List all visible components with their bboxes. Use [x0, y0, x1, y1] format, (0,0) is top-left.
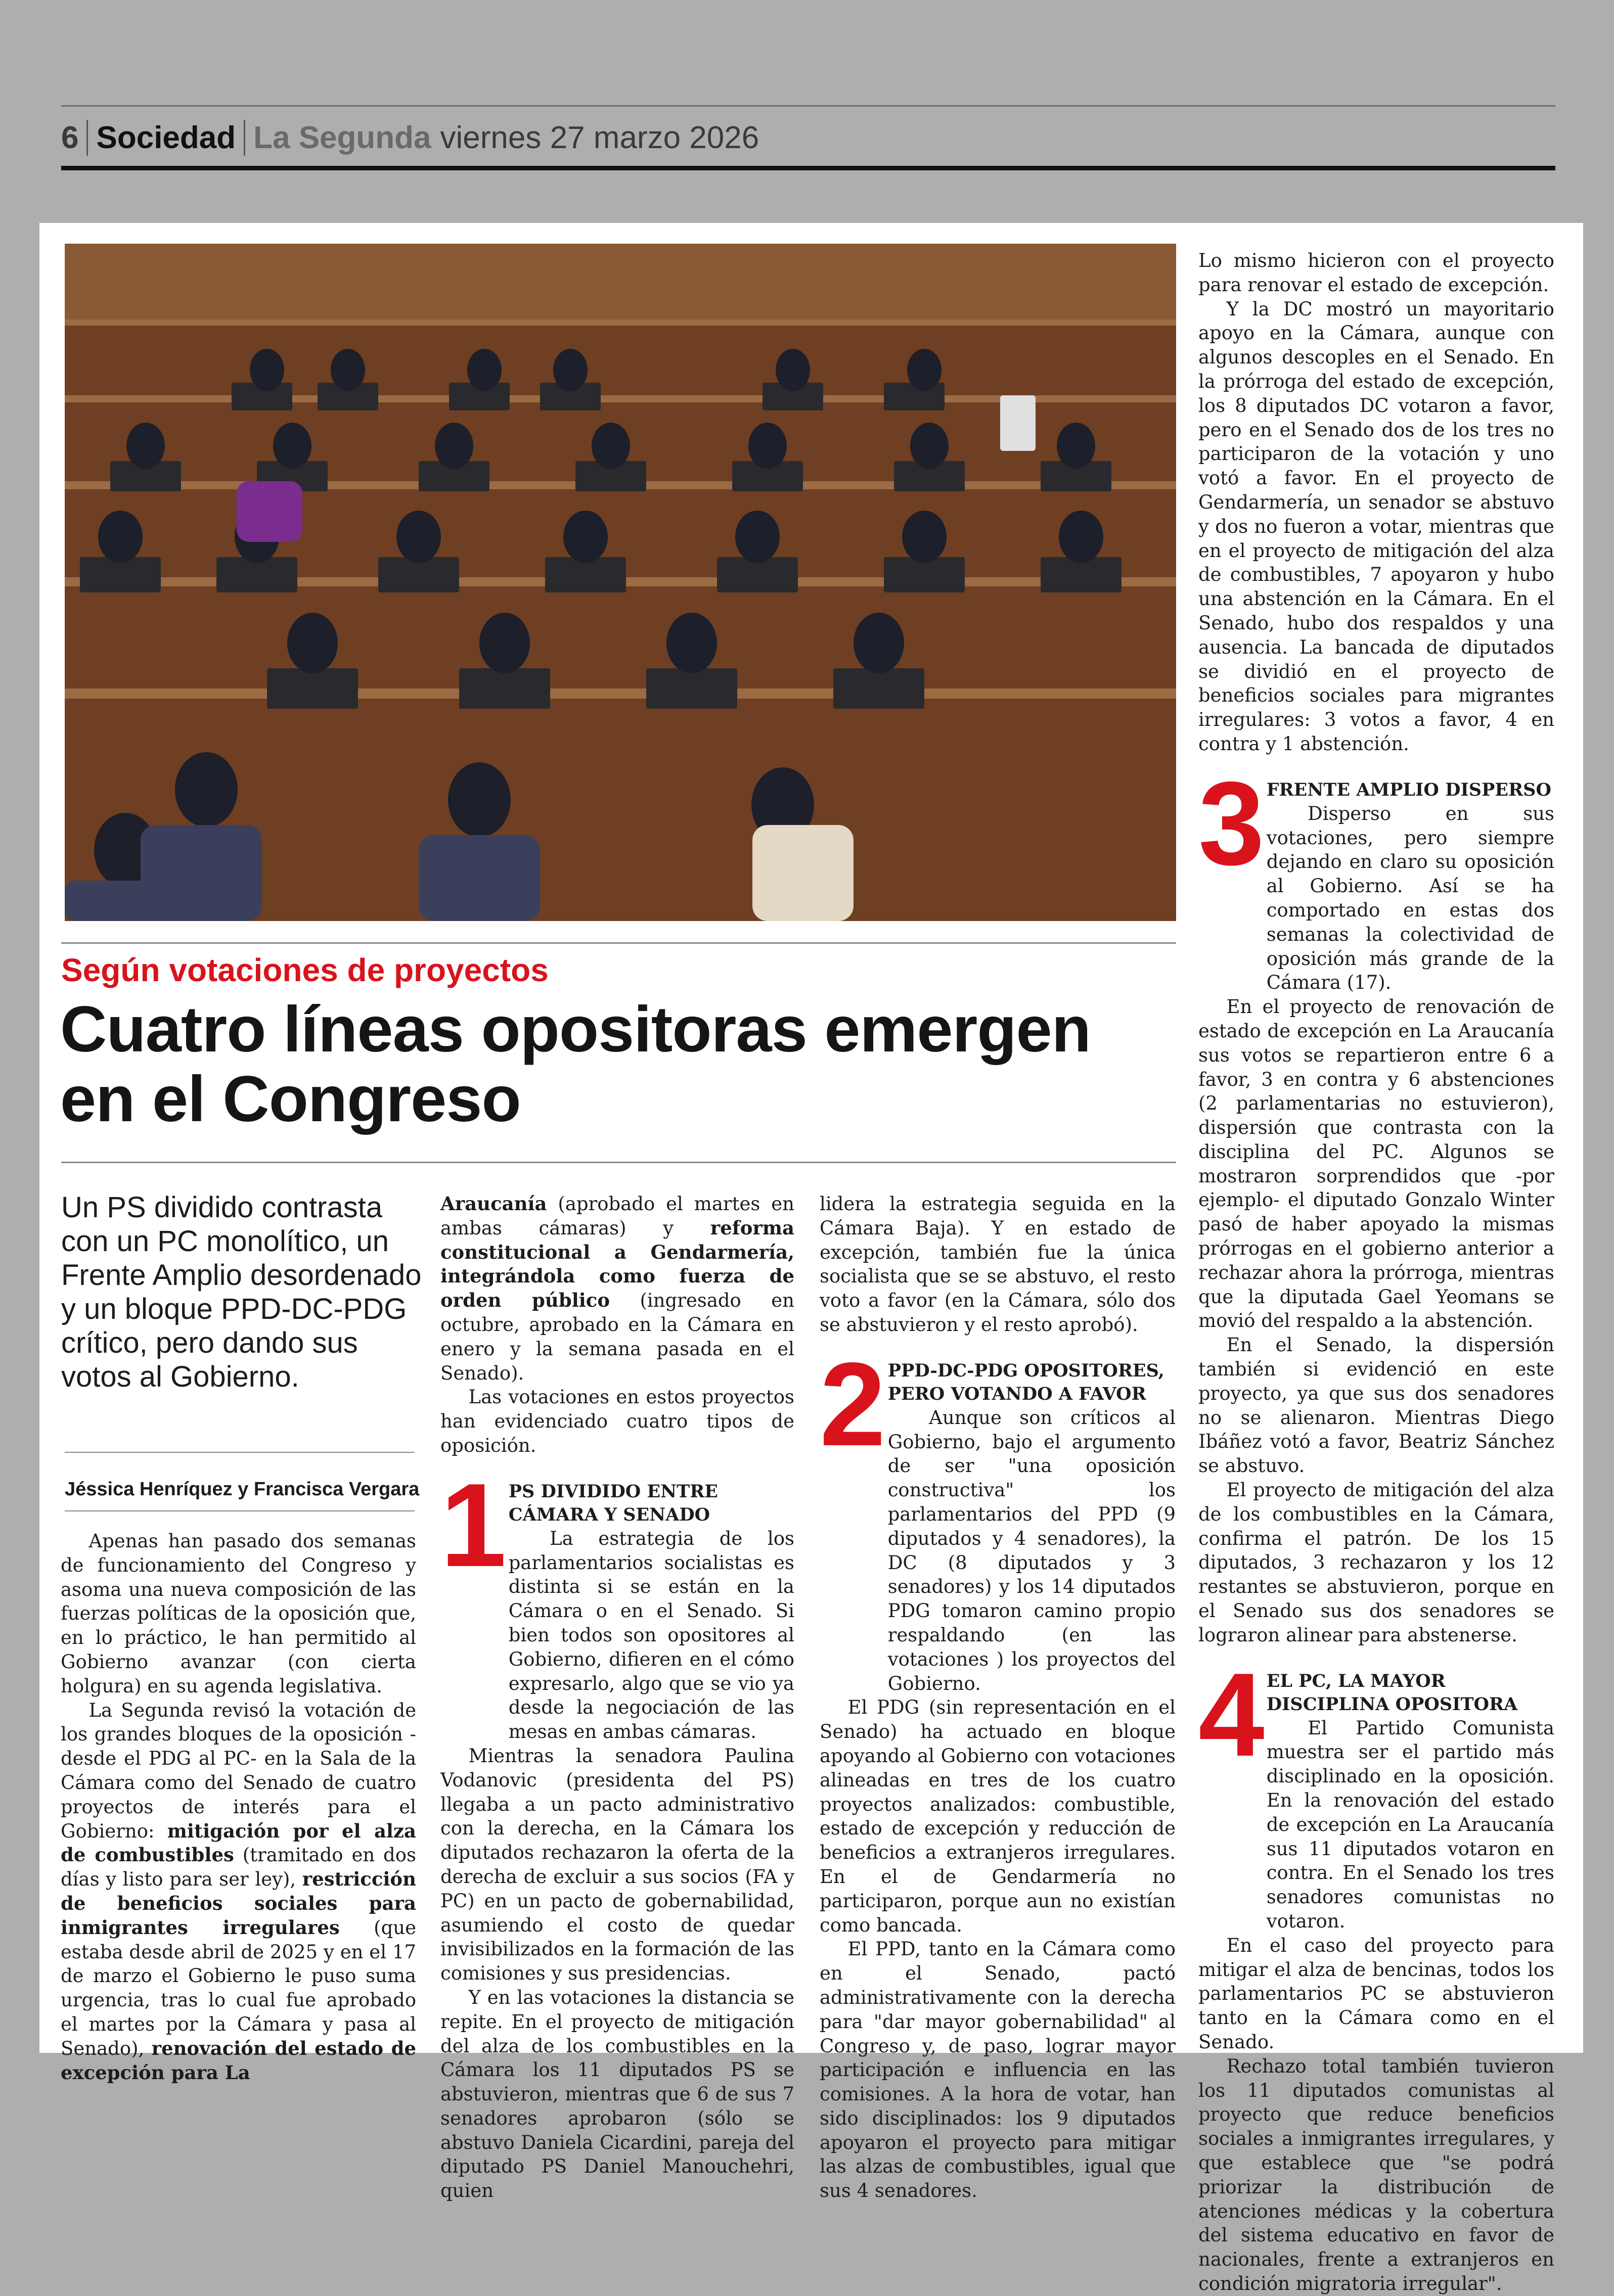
- paragraph: lidera la estrategia seguida en la Cámara Baja). Y en estado de excepción, también fue la única socialista que se se abstuvo, el resto voto a favor (en la Cámara, sólo dos se abstuvieron y el resto aprobó).: [820, 1193, 1176, 1336]
- page-folio: [61, 112, 759, 163]
- byline-rule: [65, 1452, 415, 1453]
- paragraph: En el caso del proyecto para mitigar el alza de bencinas, todos los parlamentarios PC se abstuvieron tanto en la Cámara como en el Senado.: [1198, 1934, 1554, 2053]
- paragraph: Apenas han pasado dos semanas de funcionamiento del Congreso y asoma una nueva composición de las fuerzas políticas de la oposición que, en lo práctico, le han permitido al Gobierno avanzar (con cierta holgura) en su agenda legislativa.: [61, 1530, 416, 1697]
- subhead-title: FRENTE AMPLIO DISPERSO: [1266, 779, 1551, 800]
- body-column-3: [820, 1192, 1176, 2203]
- subhead-2: [820, 1337, 1176, 1696]
- paragraph: Y la DC mostró un mayoritario apoyo en la Cámara, aunque con algunos descoples en el Senado. En la prórroga del estado de excepción, los 8 diputados DC votaron a favor, pero en el Senado dos de los tres no participaron de la votación y uno votó a favor. En el proyecto de Gendarmería, un senador se abstuvo y dos no fueron a votar, mientras que en el proyecto de mitigación del alza de combustibles, 7 apoyaron y hubo una abstención en la Cámara. En el Senado, hubo dos respaldos y una ausencia. La bancada de diputados se dividió en el proyecto de beneficios sociales para migrantes irregulares: 3 votos a favor, 4 en contra y 1 abstención.: [1198, 298, 1554, 755]
- section-name: Sociedad: [88, 120, 245, 156]
- publication-name: La Segunda: [253, 120, 431, 155]
- paragraph: Disperso en sus votaciones, pero siempre dejando en claro su oposición al Gobierno. Así se ha comportado en estas dos semanas la colectividad de oposición más grande de la Cámara (17).: [1266, 802, 1554, 994]
- headline: [60, 995, 1183, 1134]
- paragraph: La estrategia de los parlamentarios socialistas es distinta si se están en la Cámara o en el Senado. Si bien todos son opositores al Gobierno, difieren en el cómo expresarlo, algo que se vio ya desde la negociación de las mesas en ambas cámaras.: [508, 1527, 794, 1743]
- kicker: Según votaciones de proyectos: [61, 952, 549, 988]
- subhead-4: [1198, 1647, 1554, 1934]
- paragraph: Aunque son críticos al Gobierno, bajo el argumento de ser "una oposición constructiva" los parlamentarios del PPD (9 diputados y 4 senadores), la DC (8 diputados y 3 senadores) y los 14 diputados PDG tomaron camino propio respaldando (en las votaciones ) los proyectos del Gobierno.: [887, 1406, 1176, 1694]
- subhead-number: 2: [820, 1337, 884, 1471]
- byline-bottom-rule: [65, 1510, 415, 1511]
- page-number: 6: [61, 120, 88, 156]
- paragraph: El Partido Comunista muestra ser el partido más disciplinado en la oposición. En la renovación del estado de excepción en La Araucanía sus 11 diputados votaron en contra. En el Senado los tres senadores comunistas no votaron.: [1266, 1717, 1554, 1932]
- headline-line-1: Cuatro líneas opositoras emergen: [60, 993, 1091, 1066]
- subhead-title: PPD-DC-PDG OPOSITORES, PERO VOTANDO A FAVOR: [887, 1360, 1164, 1404]
- subhead-title: PS DIVIDIDO ENTRE CÁMARA Y SENADO: [508, 1481, 718, 1525]
- paragraph: La Segunda revisó la votación de los grandes bloques de la oposición -desde el PDG al PC- en la Sala de la Cámara como del Senado de cuatro proyectos de interés para el Gobierno: mitigación por el alza de combustibles (tramitado en dos días y listo para ser ley), restricción de beneficios sociales para inmigrantes irregulares (que estaba desde abril de 2025 y en el 17 de marzo el Gobierno le puso suma urgencia, tras lo cual fue aprobado el martes por la Cámara y pasa al Senado), renovación del estado de excepción para La: [61, 1699, 417, 2084]
- paragraph: Y en las votaciones la distancia se repite. En el proyecto de mitigación del alza de los combustibles en la Cámara los 11 diputados PS se abstuvieron, mientras que 6 de sus 7 senadores aprobaron (sólo se abstuvo Daniela Cicardini, pareja del diputado PS Daniel Manouchehri, quien: [440, 1986, 794, 2202]
- paragraph: El PPD, tanto en la Cámara como en el Senado, pactó administrativamente con la derecha para "dar mayor gobernabilidad" al Congreso y, de paso, lograr mayor participación e influencia en las comisiones. A la hora de votar, han sido disciplinados: los 9 diputados apoyaron el proyecto para mitigar las alzas de combustibles, igual que sus 4 senadores.: [820, 1938, 1176, 2202]
- body-column-1: [61, 1529, 416, 2085]
- subhead-3: [1198, 756, 1554, 995]
- subhead-1: [440, 1458, 794, 1744]
- subhead-title: EL PC, LA MAYOR DISCIPLINA OPOSITORA: [1266, 1670, 1518, 1715]
- headline-line-2: en el Congreso: [60, 1063, 521, 1135]
- header-bottom-rule: [61, 166, 1555, 170]
- paragraph: En el proyecto de renovación de estado de excepción en La Araucanía sus votos se repartieron entre 6 a favor, 3 en contra y 6 abstenciones (2 parlamentarias no estuvieron), dispersión que contrasta con la disciplina del PC. Algunos se mostraron sorprendidos que -por ejemplo- el diputado Gonzalo Winter pasó de haber apoyado la mismas prórrogas en el gobierno anterior a rechazar ahora la prórroga, mientras que la diputada Gael Yeomans se movió del respaldo a la abstención.: [1198, 996, 1554, 1332]
- paragraph: En el Senado, la dispersión también si evidenció en este proyecto, ya que sus dos senadores no se alienaron. Mientras Diego Ibáñez votó a favor, Beatriz Sánchez se abstuvo.: [1198, 1334, 1554, 1477]
- paragraph: Mientras la senadora Paulina Vodanovic (presidenta del PS) llegaba a un pacto administrativo con la derecha, en la Cámara los diputados rechazaron la oferta de la derecha de excluir a sus socios (FA y PC) en un pacto de gobernabilidad, asumiendo el costo de quedar invisibilizados en la formación de las comisiones y sus presidencias.: [440, 1744, 794, 1985]
- body-column-2: [440, 1192, 794, 2203]
- byline: Jéssica Henríquez y Francisca Vergara: [65, 1479, 420, 1500]
- chamber-illustration: [65, 244, 1176, 921]
- paragraph: El proyecto de mitigación del alza de los combustibles en la Cámara, confirma el patrón. De los 15 diputados, 3 rechazaron y los 12 restantes se abstuvieron, porque en el Senado sus dos senadores se lograron alinear para abstenerse.: [1198, 1479, 1554, 1646]
- paragraph: Las votaciones en estos proyectos han evidenciado cuatro tipos de oposición.: [440, 1386, 794, 1456]
- subhead-number: 4: [1198, 1647, 1263, 1781]
- headline-bottom-rule: [61, 1162, 1176, 1163]
- deck: Un PS dividido contrasta con un PC monolítico, un Frente Amplio desordenado y un bloque PPD-DC-PDG crítico, pero dando sus votos al Gobierno.: [61, 1191, 422, 1393]
- chamber-photo: [65, 244, 1176, 921]
- issue-date: viernes 27 marzo 2026: [440, 120, 759, 155]
- headline-top-rule: [61, 942, 1176, 944]
- subhead-number: 1: [440, 1458, 505, 1591]
- paragraph: Araucanía (aprobado el martes en ambas cámaras) y reforma constitucional a Gendarmería, integrándola como fuerza de orden público (ingresado en octubre, aprobado en la Cámara en enero y la semana pasada en el Senado).: [440, 1192, 795, 1384]
- header-top-rule: [61, 105, 1555, 107]
- paragraph: Lo mismo hicieron con el proyecto para renovar el estado de excepción.: [1198, 250, 1554, 296]
- paragraph: El PDG (sin representación en el Senado) ha actuado en bloque apoyando al Gobierno con votaciones alineadas en tres de los cuatro proyectos analizados: combustible, estado de excepción y reducción de beneficios a extranjeros irregulares. En el de Gendarmería no participaron, porque aun no existían como bancada.: [820, 1696, 1176, 1936]
- subhead-number: 3: [1198, 756, 1263, 890]
- paragraph: Rechazo total también tuvieron los 11 diputados comunistas al proyecto que reduce beneficios sociales a inmigrantes irregulares, y que establece que "se podrá priorizar la distribución de atenciones médicas y la cobertura del sistema educativo en favor de nacionales, frente a extranjeros en condición migratoria irregular".: [1198, 2055, 1554, 2294]
- body-column-4: [1198, 249, 1554, 2296]
